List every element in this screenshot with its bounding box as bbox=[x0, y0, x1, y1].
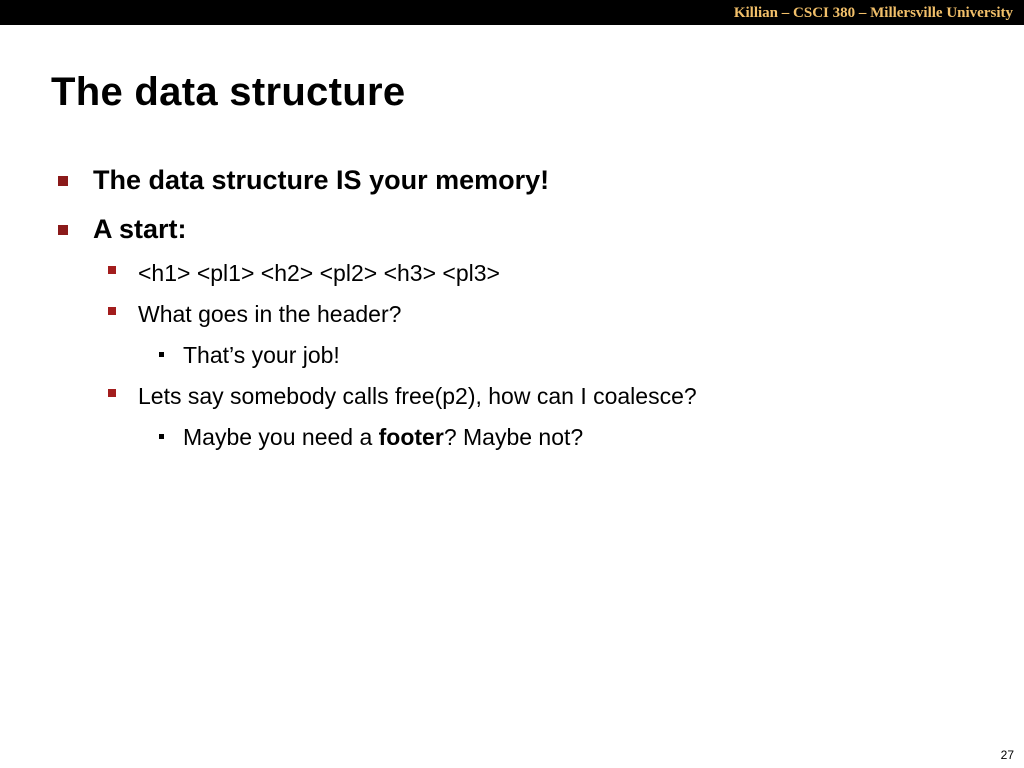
bold-keyword: footer bbox=[378, 424, 444, 450]
sub-bullet-marker bbox=[108, 389, 116, 397]
bullet-marker bbox=[58, 225, 68, 235]
page-number: 27 bbox=[1000, 748, 1014, 762]
sub-bullet-text: <h1> <pl1> <h2> <pl2> <h3> <pl3> bbox=[138, 260, 500, 286]
bullet-text: The data structure IS your memory! bbox=[93, 165, 550, 195]
text-segment: Maybe you need a bbox=[183, 424, 379, 450]
bullet-text: A start: bbox=[93, 214, 187, 244]
sub-bullet-marker bbox=[108, 266, 116, 274]
sub-sub-bullet-text: That’s your job! bbox=[183, 342, 340, 368]
sub-sub-bullet-marker bbox=[159, 352, 164, 357]
text-segment: ? Maybe not? bbox=[443, 424, 584, 450]
sub-bullet-text: Lets say somebody calls free(p2), how can I coalesce? bbox=[138, 383, 697, 409]
sub-sub-bullet-text bbox=[183, 423, 583, 451]
bullet-marker bbox=[58, 176, 68, 186]
header-text: Killian – CSCI 380 – Millersville University bbox=[733, 5, 1013, 21]
sub-sub-bullet-marker bbox=[159, 434, 164, 439]
sub-bullet-marker bbox=[108, 307, 116, 315]
slide-title: The data structure bbox=[51, 70, 406, 114]
sub-bullet-text: What goes in the header? bbox=[138, 301, 402, 327]
